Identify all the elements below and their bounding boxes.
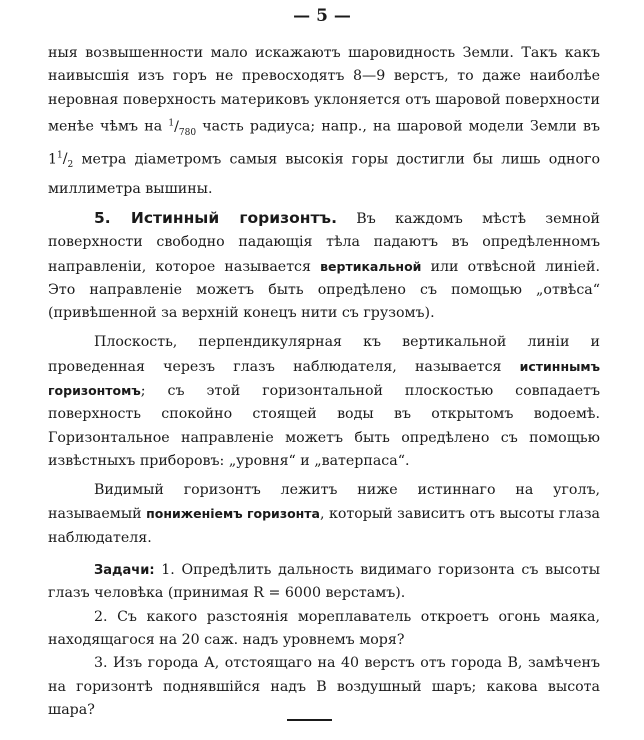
term-true-horizon: истиннымъ горизонтомъ [48,358,600,398]
page-number: — 5 — [293,6,351,26]
p4-text-1: Видимый горизонтъ лежитъ ниже истиннаго на уголъ, называемый [48,482,600,523]
fraction-1-780: $^1/_{780}$ [168,117,197,138]
term-dip-of-horizon: пониженіемъ горизонта [146,506,320,522]
fraction-denominator: 2 [67,160,74,171]
p4-text-2: , который зависитъ отъ высоты глаза наблюдателя. [48,506,601,546]
tasks-label: Задачи: [94,563,155,579]
task-1 [48,559,600,606]
section-5-paragraph [48,207,600,325]
p3-text-1: Плоскость, перпендикулярная къ вертикальной линіи и проведенная черезъ глазъ наблюдателя, называется [48,334,600,375]
section-title: 5. Истинный горизонтъ. [94,208,337,227]
paragraph-true-horizon [48,331,600,473]
section-text-2: или отвѣсной линіей. Это направленіе можетъ быть опредѣлено съ помощью „отвѣса“ (привѣшенной за верхній конецъ нити съ грузомъ). [48,258,600,322]
intro-text-c: метра діаметромъ самыя высокія горы достигли бы лишь одного миллиметра вышины. [48,151,600,197]
footer-rule [287,719,332,721]
term-vertical: вертикальной [320,258,422,274]
intro-text-b: часть радиуса; напр., на шаровой модели Земли въ 1 [48,118,600,168]
fraction-1-2: $^1/_2$ [57,150,74,171]
fraction-numerator: 1 [168,117,175,128]
fraction-denominator: 780 [178,127,197,138]
task-2: 2. Съ какого разстоянія мореплаватель откроетъ огонь маяка, находящагося на 20 саж. надъ уровнемъ моря? [48,608,600,648]
paragraph-visible-horizon [48,479,600,550]
intro-text-a: ныя возвышенности мало искажаютъ шаровидность Земли. Такъ какъ наивысшія изъ горъ не превосходятъ 8—9 верстъ, то даже наиболѣе неровная поверхность материковъ уклоняется отъ шаровой поверхности менѣе чѣмъ на [48,45,600,135]
tasks-block [48,559,600,722]
section-text-1: Въ каждомъ мѣстѣ земной поверхности свободно падающія тѣла падаютъ въ опредѣленномъ направленіи, которое называется [48,210,600,275]
task-1-text: 1. Опредѣлить дальность видимаго горизонта съ высоты глазъ человѣка (принимая R = 6000 верстамъ). [48,562,600,602]
fraction-numerator: 1 [57,150,63,161]
paragraph-intro [48,42,600,201]
p3-text-2: ; съ этой горизонтальной плоскостью совпадаетъ поверхность спокойно стоящей воды въ открытомъ водоемѣ. Горизонтальное направленіе можетъ быть опредѣлено съ помощью извѣстныхъ приборовъ: „уровня“ и „ватерпаса“. [48,382,600,469]
page-body [48,42,600,722]
task-3: 3. Изъ города А, отстоящаго на 40 верстъ отъ города В, замѣченъ на горизонтѣ поднявшійся надъ В воздушный шаръ; какова высота шара? [48,655,600,718]
